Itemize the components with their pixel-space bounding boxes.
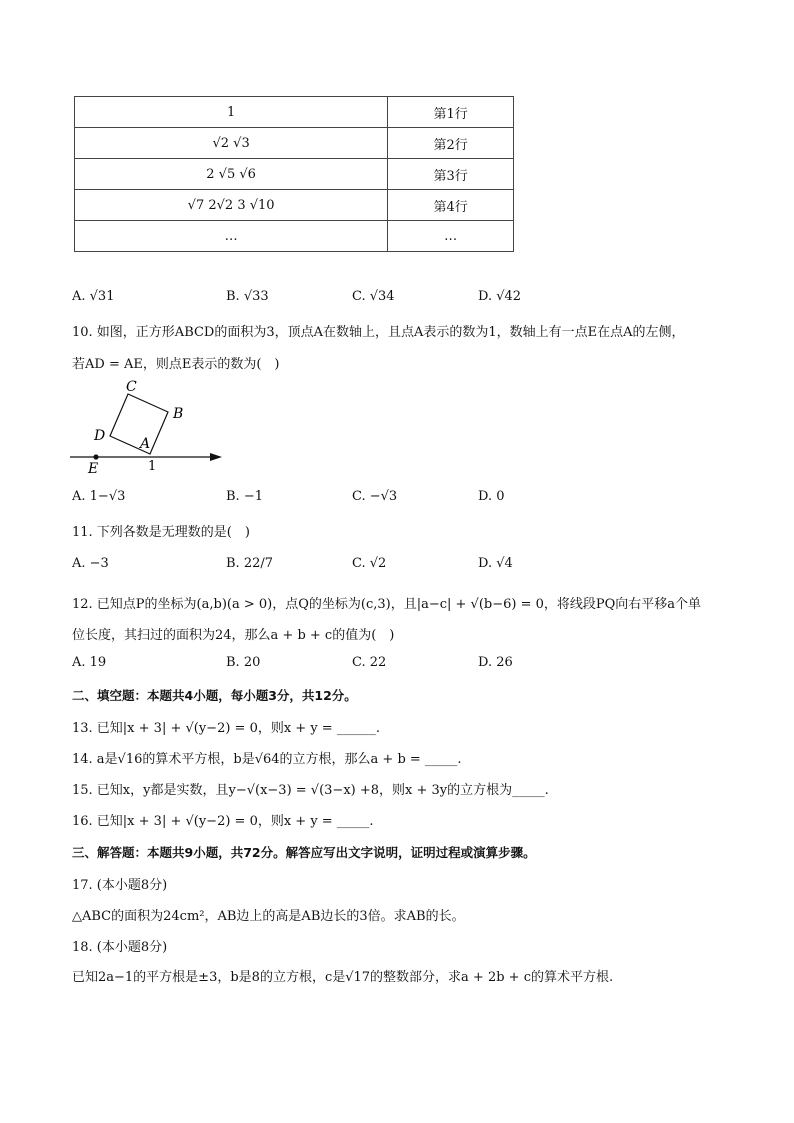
q12-option-b[interactable]: B. 20 [226,655,261,670]
q10-option-d[interactable]: D. 0 [478,489,505,504]
q9-option-d[interactable]: D. √42 [478,289,522,304]
table-cell-row-label: … [388,221,514,252]
label-d: D [94,428,106,444]
q11-option-a[interactable]: A. −3 [72,556,109,571]
table-row [75,159,514,190]
table-cell-expression: 2 √5 √6 [75,159,388,190]
q11-option-c[interactable]: C. √2 [352,556,387,571]
q12-stem-line2: 位长度，其扫过的面积为24，那么a + b + c的值为( ) [72,628,395,643]
q12-option-d[interactable]: D. 26 [478,655,513,670]
number-table [74,96,514,252]
q11-option-b[interactable]: B. 22/7 [226,556,274,571]
square-abcd [110,394,168,454]
q9-option-b[interactable]: B. √33 [226,289,269,304]
q10-option-b[interactable]: B. −1 [226,489,263,504]
point-e [93,454,98,459]
q17-body: △ABC的面积为24cm²，AB边上的高是AB边长的3倍。求AB的长。 [72,909,465,924]
label-e: E [88,461,99,477]
q12-stem-line1: 12. 已知点P的坐标为(a,b)(a > 0)，点Q的坐标为(c,3)，且|a−c| + √(b−6) = 0，将线段PQ向右平移a个单 [72,597,702,612]
section3-heading: 三、解答题：本题共9小题，共72分。解答应写出文字说明，证明过程或演算步骤。 [72,845,536,860]
table-cell-expression: … [75,221,388,252]
q12-option-c[interactable]: C. 22 [352,655,387,670]
label-one: 1 [148,459,157,474]
q15-stem: 15. 已知x，y都是实数，且y−√(x−3) = √(3−x) +8，则x + 3y的立方根为_____. [72,783,549,798]
q18-body: 已知2a−1的平方根是±3，b是8的立方根，c是√17的整数部分，求a + 2b + c的算术平方根. [72,970,614,985]
q16-stem: 16. 已知|x + 3| + √(y−2) = 0，则x + y = _____. [72,814,374,829]
q12-option-a[interactable]: A. 19 [72,655,107,670]
table-cell-row-label: 第4行 [388,190,514,221]
q9-option-c[interactable]: C. √34 [352,289,395,304]
q18-heading: 18. (本小题8分) [72,940,168,955]
axis-arrow [210,453,222,461]
table-row [75,97,514,128]
q13-stem: 13. 已知|x + 3| + √(y−2) = 0，则x + y = ______. [72,721,380,736]
q9-option-a[interactable]: A. √31 [72,289,115,304]
q10-option-c[interactable]: C. −√3 [352,489,398,504]
q11-stem: 11. 下列各数是无理数的是( ) [72,525,250,540]
q10-figure [64,372,234,477]
table-cell-expression: √7 2√2 3 √10 [75,190,388,221]
label-c: C [126,379,137,395]
table-cell-row-label: 第3行 [388,159,514,190]
table-cell-row-label: 第2行 [388,128,514,159]
table-cell-expression: √2 √3 [75,128,388,159]
q10-option-a[interactable]: A. 1−√3 [72,489,126,504]
q17-heading: 17. (本小题8分) [72,878,168,893]
q10-stem-line1: 10. 如图，正方形ABCD的面积为3，顶点A在数轴上，且点A表示的数为1，数轴上有一点E在点A的左侧， [72,325,685,340]
table-row [75,128,514,159]
label-a: A [140,436,151,452]
table-cell-expression: 1 [75,97,388,128]
table-cell-row-label: 第1行 [388,97,514,128]
q10-stem-line2: 若AD = AE，则点E表示的数为( ) [72,357,280,372]
section2-heading: 二、填空题：本题共4小题，每小题3分，共12分。 [72,688,357,703]
label-b: B [173,406,184,422]
table-row [75,190,514,221]
q14-stem: 14. a是√16的算术平方根，b是√64的立方根，那么a + b = _____. [72,752,462,767]
table-row [75,221,514,252]
q11-option-d[interactable]: D. √4 [478,556,513,571]
